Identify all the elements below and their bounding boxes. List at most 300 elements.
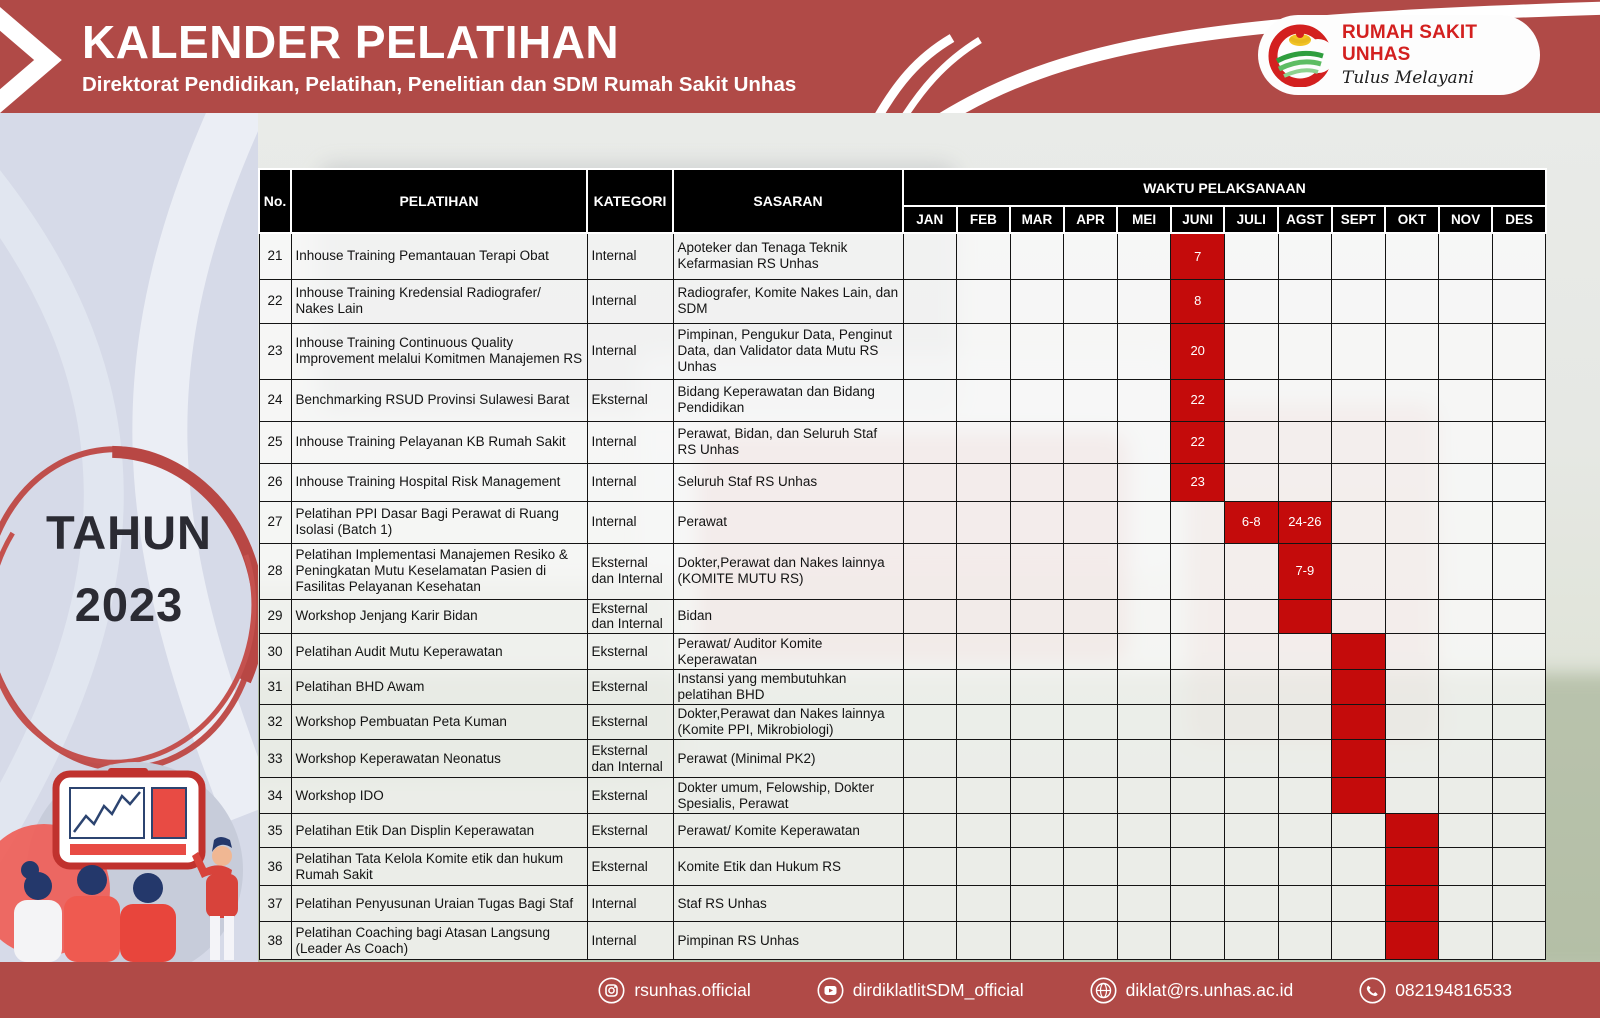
schedule-cell-agst	[1278, 740, 1332, 778]
schedule-cell-okt	[1385, 233, 1439, 279]
schedule-cell-juni	[1171, 599, 1225, 634]
cell-kategori: Eksternal dan Internal	[587, 543, 673, 599]
schedule-cell-sept	[1332, 634, 1386, 670]
schedule-cell-jan	[903, 233, 957, 279]
schedule-cell-juli	[1224, 705, 1278, 740]
schedule-cell-juni	[1171, 634, 1225, 670]
schedule-cell-mei	[1117, 599, 1171, 634]
schedule-cell-des	[1492, 279, 1546, 323]
cell-kategori: Internal	[587, 323, 673, 379]
schedule-cell-jan	[903, 421, 957, 463]
schedule-cell-okt	[1385, 421, 1439, 463]
schedule-cell-nov	[1439, 379, 1493, 421]
schedule-cell-okt	[1385, 634, 1439, 670]
left-panel	[0, 113, 258, 962]
schedule-cell-juli	[1224, 599, 1278, 634]
cell-sasaran: Perawat/ Komite Keperawatan	[673, 814, 903, 848]
schedule-cell-juli	[1224, 323, 1278, 379]
schedule-cell-des	[1492, 740, 1546, 778]
schedule-cell-jan	[903, 670, 957, 705]
header-band	[0, 0, 1600, 113]
schedule-cell-mei	[1117, 740, 1171, 778]
schedule-cell-nov	[1439, 814, 1493, 848]
cell-pelatihan: Pelatihan Coaching bagi Atasan Langsung (Leader As Coach)	[291, 922, 587, 960]
schedule-cell-des	[1492, 599, 1546, 634]
schedule-cell-juni	[1171, 501, 1225, 543]
schedule-cell-agst	[1278, 922, 1332, 960]
schedule-cell-nov	[1439, 886, 1493, 922]
schedule-cell-sept	[1332, 279, 1386, 323]
schedule-cell-agst: 24-26	[1278, 501, 1332, 543]
schedule-cell-sept	[1332, 323, 1386, 379]
cell-sasaran: Pimpinan RS Unhas	[673, 922, 903, 960]
column-header-sasaran: SASARAN	[673, 169, 903, 233]
schedule-cell-okt	[1385, 778, 1439, 814]
month-header-feb: FEB	[957, 206, 1011, 233]
table-row-27	[259, 501, 1546, 543]
schedule-cell-juli	[1224, 379, 1278, 421]
schedule-cell-feb	[957, 814, 1011, 848]
schedule-cell-nov	[1439, 421, 1493, 463]
schedule-cell-agst	[1278, 599, 1332, 634]
cell-sasaran: Bidang Keperawatan dan Bidang Pendidikan	[673, 379, 903, 421]
page-title: KALENDER PELATIHAN	[82, 16, 620, 68]
schedule-cell-mar	[1010, 323, 1064, 379]
schedule-cell-juli	[1224, 922, 1278, 960]
column-header-waktu-pelaksanaan: WAKTU PELAKSANAAN	[903, 169, 1546, 206]
year-badge	[0, 431, 258, 791]
training-illustration	[0, 752, 258, 962]
schedule-cell-apr	[1064, 778, 1118, 814]
cell-kategori: Internal	[587, 501, 673, 543]
schedule-cell-juli: 6-8	[1224, 501, 1278, 543]
cell-pelatihan: Pelatihan BHD Awam	[291, 670, 587, 705]
schedule-cell-des	[1492, 778, 1546, 814]
month-header-des: DES	[1492, 206, 1546, 233]
hospital-name: RUMAH SAKIT UNHAS	[1342, 22, 1478, 65]
schedule-cell-juni	[1171, 740, 1225, 778]
schedule-cell-des	[1492, 886, 1546, 922]
hospital-logo-badge	[1258, 15, 1540, 95]
schedule-cell-des	[1492, 814, 1546, 848]
schedule-cell-juni	[1171, 814, 1225, 848]
schedule-cell-sept	[1332, 740, 1386, 778]
schedule-cell-feb	[957, 670, 1011, 705]
footer-email-text: diklat@rs.unhas.ac.id	[1125, 979, 1294, 1000]
schedule-cell-apr	[1064, 279, 1118, 323]
schedule-cell-sept	[1332, 705, 1386, 740]
schedule-cell-juli	[1224, 233, 1278, 279]
cell-kategori: Internal	[587, 421, 673, 463]
schedule-cell-feb	[957, 634, 1011, 670]
schedule-cell-nov	[1439, 740, 1493, 778]
schedule-cell-mei	[1117, 778, 1171, 814]
schedule-cell-sept	[1332, 463, 1386, 501]
schedule-cell-apr	[1064, 886, 1118, 922]
cell-kategori: Eksternal	[587, 379, 673, 421]
schedule-cell-mar	[1010, 848, 1064, 886]
cell-kategori: Internal	[587, 463, 673, 501]
schedule-cell-jan	[903, 379, 957, 421]
schedule-cell-juli	[1224, 670, 1278, 705]
table-row-32	[259, 705, 1546, 740]
schedule-cell-nov	[1439, 599, 1493, 634]
schedule-cell-okt	[1385, 886, 1439, 922]
schedule-cell-mei	[1117, 705, 1171, 740]
schedule-cell-nov	[1439, 323, 1493, 379]
schedule-cell-jan	[903, 501, 957, 543]
schedule-cell-apr	[1064, 705, 1118, 740]
cell-pelatihan: Workshop Keperawatan Neonatus	[291, 740, 587, 778]
schedule-cell-feb	[957, 599, 1011, 634]
table-row-30	[259, 634, 1546, 670]
schedule-cell-feb	[957, 501, 1011, 543]
footer-instagram-text: rsunhas.official	[634, 979, 751, 1000]
cell-no: 25	[259, 421, 291, 463]
cell-kategori: Eksternal	[587, 670, 673, 705]
schedule-cell-jan	[903, 740, 957, 778]
schedule-cell-juli	[1224, 463, 1278, 501]
schedule-cell-mar	[1010, 501, 1064, 543]
schedule-cell-feb	[957, 233, 1011, 279]
month-header-agst: AGST	[1278, 206, 1332, 233]
month-header-juli: JULI	[1224, 206, 1278, 233]
schedule-cell-okt	[1385, 543, 1439, 599]
footer-email	[1090, 977, 1294, 1004]
schedule-cell-feb	[957, 886, 1011, 922]
schedule-cell-apr	[1064, 740, 1118, 778]
schedule-cell-feb	[957, 778, 1011, 814]
footer-instagram	[598, 977, 750, 1004]
page-subtitle: Direktorat Pendidikan, Pelatihan, Penelitian dan SDM Rumah Sakit Unhas	[82, 73, 797, 97]
schedule-cell-mar	[1010, 670, 1064, 705]
schedule-cell-agst	[1278, 233, 1332, 279]
table-row-37	[259, 886, 1546, 922]
cell-sasaran: Perawat	[673, 501, 903, 543]
cell-no: 31	[259, 670, 291, 705]
schedule-cell-juni	[1171, 848, 1225, 886]
schedule-cell-juli	[1224, 279, 1278, 323]
schedule-cell-feb	[957, 848, 1011, 886]
schedule-cell-juni	[1171, 922, 1225, 960]
month-header-nov: NOV	[1439, 206, 1493, 233]
cell-pelatihan: Inhouse Training Pemantauan Terapi Obat	[291, 233, 587, 279]
schedule-cell-mei	[1117, 814, 1171, 848]
schedule-cell-juli	[1224, 778, 1278, 814]
schedule-cell-nov	[1439, 279, 1493, 323]
schedule-cell-juni: 20	[1171, 323, 1225, 379]
schedule-cell-mei	[1117, 886, 1171, 922]
cell-kategori: Internal	[587, 233, 673, 279]
schedule-cell-okt	[1385, 705, 1439, 740]
schedule-cell-nov	[1439, 501, 1493, 543]
schedule-cell-apr	[1064, 670, 1118, 705]
cell-sasaran: Dokter,Perawat dan Nakes lainnya (KOMITE MUTU RS)	[673, 543, 903, 599]
cell-no: 28	[259, 543, 291, 599]
schedule-cell-des	[1492, 233, 1546, 279]
year-label-line1: TAHUN	[46, 506, 212, 559]
cell-no: 33	[259, 740, 291, 778]
schedule-cell-okt	[1385, 463, 1439, 501]
cell-pelatihan: Inhouse Training Continuous Quality Improvement melalui Komitmen Manajemen RS	[291, 323, 587, 379]
schedule-cell-agst	[1278, 778, 1332, 814]
schedule-cell-des	[1492, 421, 1546, 463]
cell-pelatihan: Workshop Pembuatan Peta Kuman	[291, 705, 587, 740]
schedule-cell-nov	[1439, 463, 1493, 501]
schedule-cell-mar	[1010, 886, 1064, 922]
schedule-cell-jan	[903, 599, 957, 634]
cell-kategori: Internal	[587, 279, 673, 323]
schedule-cell-jan	[903, 848, 957, 886]
cell-kategori: Eksternal dan Internal	[587, 599, 673, 634]
cell-no: 38	[259, 922, 291, 960]
schedule-cell-juni: 22	[1171, 379, 1225, 421]
schedule-cell-okt	[1385, 670, 1439, 705]
schedule-cell-mar	[1010, 421, 1064, 463]
schedule-cell-jan	[903, 705, 957, 740]
schedule-cell-feb	[957, 705, 1011, 740]
schedule-cell-mei	[1117, 543, 1171, 599]
schedule-cell-juni: 7	[1171, 233, 1225, 279]
schedule-cell-sept	[1332, 421, 1386, 463]
cell-no: 34	[259, 778, 291, 814]
year-label-line2: 2023	[74, 578, 184, 631]
schedule-cell-sept	[1332, 543, 1386, 599]
schedule-cell-des	[1492, 634, 1546, 670]
footer-youtube-text: dirdiklatlitSDM_official	[852, 979, 1024, 1000]
cell-sasaran: Seluruh Staf RS Unhas	[673, 463, 903, 501]
cell-pelatihan: Pelatihan Penyusunan Uraian Tugas Bagi Staf	[291, 886, 587, 922]
table-row-28	[259, 543, 1546, 599]
schedule-cell-feb	[957, 379, 1011, 421]
cell-no: 36	[259, 848, 291, 886]
schedule-cell-des	[1492, 323, 1546, 379]
schedule-cell-des	[1492, 922, 1546, 960]
cell-kategori: Eksternal	[587, 705, 673, 740]
schedule-cell-mar	[1010, 279, 1064, 323]
schedule-cell-mei	[1117, 279, 1171, 323]
table-row-22	[259, 279, 1546, 323]
chevron-right-icon	[0, 6, 86, 114]
schedule-cell-juni	[1171, 670, 1225, 705]
schedule-cell-sept	[1332, 778, 1386, 814]
schedule-cell-apr	[1064, 922, 1118, 960]
cell-pelatihan: Pelatihan Etik Dan Displin Keperawatan	[291, 814, 587, 848]
cell-pelatihan: Inhouse Training Hospital Risk Management	[291, 463, 587, 501]
table-row-36	[259, 848, 1546, 886]
month-header-sept: SEPT	[1332, 206, 1386, 233]
schedule-cell-nov	[1439, 848, 1493, 886]
schedule-cell-okt	[1385, 848, 1439, 886]
schedule-cell-jan	[903, 778, 957, 814]
schedule-cell-juli	[1224, 543, 1278, 599]
schedule-cell-juni: 8	[1171, 279, 1225, 323]
schedule-cell-agst	[1278, 886, 1332, 922]
cell-no: 21	[259, 233, 291, 279]
schedule-cell-okt	[1385, 599, 1439, 634]
cell-sasaran: Dokter umum, Felowship, Dokter Spesialis, Perawat	[673, 778, 903, 814]
schedule-cell-mei	[1117, 848, 1171, 886]
schedule-cell-juli	[1224, 848, 1278, 886]
hospital-logo-icon	[1268, 23, 1332, 87]
schedule-cell-sept	[1332, 379, 1386, 421]
schedule-cell-agst	[1278, 814, 1332, 848]
schedule-cell-mar	[1010, 922, 1064, 960]
month-header-mar: MAR	[1010, 206, 1064, 233]
schedule-cell-nov	[1439, 778, 1493, 814]
table-row-23	[259, 323, 1546, 379]
schedule-cell-des	[1492, 463, 1546, 501]
schedule-cell-nov	[1439, 634, 1493, 670]
schedule-cell-apr	[1064, 463, 1118, 501]
schedule-cell-apr	[1064, 233, 1118, 279]
schedule-cell-mei	[1117, 634, 1171, 670]
schedule-cell-okt	[1385, 379, 1439, 421]
schedule-cell-mei	[1117, 379, 1171, 421]
schedule-cell-feb	[957, 323, 1011, 379]
table-row-38	[259, 922, 1546, 960]
cell-no: 35	[259, 814, 291, 848]
schedule-cell-agst	[1278, 379, 1332, 421]
schedule-cell-sept	[1332, 814, 1386, 848]
schedule-cell-mei	[1117, 922, 1171, 960]
schedule-cell-feb	[957, 543, 1011, 599]
schedule-cell-mei	[1117, 670, 1171, 705]
schedule-cell-nov	[1439, 670, 1493, 705]
cell-sasaran: Dokter,Perawat dan Nakes lainnya (Komite PPI, Mikrobiologi)	[673, 705, 903, 740]
schedule-cell-juni	[1171, 705, 1225, 740]
schedule-cell-agst	[1278, 848, 1332, 886]
schedule-cell-mei	[1117, 233, 1171, 279]
schedule-cell-feb	[957, 740, 1011, 778]
table-row-26	[259, 463, 1546, 501]
table-row-21	[259, 233, 1546, 279]
cell-no: 22	[259, 279, 291, 323]
schedule-cell-mar	[1010, 634, 1064, 670]
schedule-cell-des	[1492, 501, 1546, 543]
cell-sasaran: Radiografer, Komite Nakes Lain, dan SDM	[673, 279, 903, 323]
schedule-cell-okt	[1385, 501, 1439, 543]
schedule-cell-apr	[1064, 848, 1118, 886]
training-calendar-table	[258, 168, 1547, 960]
schedule-cell-jan	[903, 279, 957, 323]
schedule-cell-jan	[903, 463, 957, 501]
cell-no: 29	[259, 599, 291, 634]
month-header-juni: JUNI	[1171, 206, 1225, 233]
schedule-cell-agst	[1278, 634, 1332, 670]
footer-bar	[0, 962, 1600, 1018]
schedule-cell-juni	[1171, 886, 1225, 922]
cell-sasaran: Komite Etik dan Hukum RS	[673, 848, 903, 886]
schedule-cell-des	[1492, 543, 1546, 599]
schedule-cell-jan	[903, 543, 957, 599]
cell-sasaran: Apoteker dan Tenaga Teknik Kefarmasian RS Unhas	[673, 233, 903, 279]
schedule-cell-mar	[1010, 379, 1064, 421]
cell-sasaran: Pimpinan, Pengukur Data, Penginut Data, dan Validator data Mutu RS Unhas	[673, 323, 903, 379]
schedule-cell-feb	[957, 421, 1011, 463]
schedule-cell-okt	[1385, 740, 1439, 778]
schedule-cell-feb	[957, 279, 1011, 323]
footer-youtube	[817, 977, 1024, 1004]
cell-pelatihan: Inhouse Training Kredensial Radiografer/ Nakes Lain	[291, 279, 587, 323]
cell-pelatihan: Workshop Jenjang Karir Bidan	[291, 599, 587, 634]
schedule-cell-juli	[1224, 421, 1278, 463]
cell-no: 30	[259, 634, 291, 670]
schedule-cell-apr	[1064, 634, 1118, 670]
footer-phone	[1359, 977, 1512, 1004]
schedule-cell-jan	[903, 323, 957, 379]
schedule-cell-agst	[1278, 670, 1332, 705]
cell-no: 32	[259, 705, 291, 740]
schedule-cell-okt	[1385, 323, 1439, 379]
schedule-cell-apr	[1064, 323, 1118, 379]
schedule-cell-okt	[1385, 814, 1439, 848]
schedule-cell-juli	[1224, 814, 1278, 848]
schedule-cell-nov	[1439, 922, 1493, 960]
month-header-apr: APR	[1064, 206, 1118, 233]
youtube-icon	[817, 977, 844, 1004]
table-row-34	[259, 778, 1546, 814]
schedule-cell-mar	[1010, 543, 1064, 599]
schedule-cell-mar	[1010, 814, 1064, 848]
schedule-cell-sept	[1332, 599, 1386, 634]
schedule-cell-agst: 7-9	[1278, 543, 1332, 599]
cell-no: 26	[259, 463, 291, 501]
schedule-cell-jan	[903, 634, 957, 670]
schedule-cell-mar	[1010, 233, 1064, 279]
schedule-cell-des	[1492, 705, 1546, 740]
schedule-cell-sept	[1332, 233, 1386, 279]
schedule-cell-juni	[1171, 778, 1225, 814]
schedule-cell-mei	[1117, 421, 1171, 463]
schedule-cell-des	[1492, 670, 1546, 705]
cell-pelatihan: Benchmarking RSUD Provinsi Sulawesi Barat	[291, 379, 587, 421]
schedule-cell-okt	[1385, 279, 1439, 323]
cell-pelatihan: Inhouse Training Pelayanan KB Rumah Sakit	[291, 421, 587, 463]
schedule-cell-juli	[1224, 886, 1278, 922]
cell-pelatihan: Pelatihan Implementasi Manajemen Resiko & Peningkatan Mutu Keselamatan Pasien di Fasilitas Pelayanan Kesehatan	[291, 543, 587, 599]
cell-sasaran: Perawat/ Auditor Komite Keperawatan	[673, 634, 903, 670]
cell-sasaran: Perawat (Minimal PK2)	[673, 740, 903, 778]
schedule-cell-agst	[1278, 421, 1332, 463]
schedule-cell-nov	[1439, 705, 1493, 740]
cell-pelatihan: Pelatihan Audit Mutu Keperawatan	[291, 634, 587, 670]
schedule-cell-des	[1492, 379, 1546, 421]
cell-kategori: Eksternal	[587, 778, 673, 814]
cell-pelatihan: Pelatihan Tata Kelola Komite etik dan hukum Rumah Sakit	[291, 848, 587, 886]
schedule-cell-apr	[1064, 814, 1118, 848]
schedule-cell-juli	[1224, 740, 1278, 778]
schedule-cell-sept	[1332, 922, 1386, 960]
schedule-cell-mar	[1010, 463, 1064, 501]
cell-no: 24	[259, 379, 291, 421]
schedule-cell-sept	[1332, 848, 1386, 886]
schedule-cell-nov	[1439, 233, 1493, 279]
schedule-cell-mei	[1117, 323, 1171, 379]
month-header-mei: MEI	[1117, 206, 1171, 233]
schedule-cell-jan	[903, 886, 957, 922]
instagram-icon	[598, 977, 625, 1004]
footer-phone-text: 082194816533	[1395, 979, 1512, 1000]
schedule-cell-sept	[1332, 501, 1386, 543]
phone-icon	[1359, 977, 1386, 1004]
schedule-cell-mar	[1010, 599, 1064, 634]
cell-kategori: Internal	[587, 886, 673, 922]
schedule-cell-apr	[1064, 501, 1118, 543]
schedule-cell-apr	[1064, 543, 1118, 599]
schedule-cell-agst	[1278, 705, 1332, 740]
schedule-cell-mar	[1010, 778, 1064, 814]
